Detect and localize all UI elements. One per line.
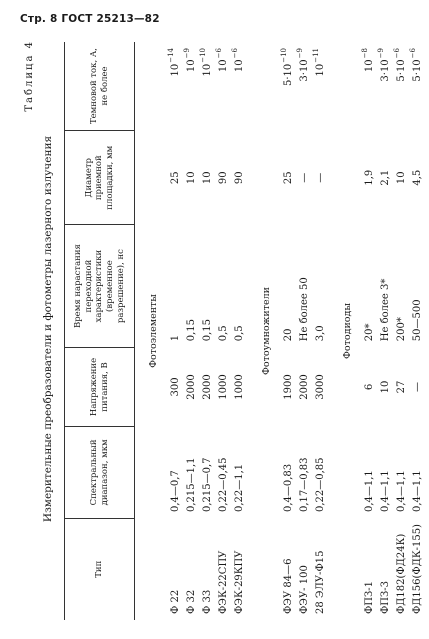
- dark-current-base: 10: [234, 59, 246, 73]
- dark-current-base: 5·10: [412, 59, 424, 82]
- cell-range: 0,22—0,85: [315, 457, 327, 513]
- cell-type: ФЭУ- 100: [299, 565, 311, 614]
- cell-type: Ф 32: [186, 589, 198, 614]
- dark-current-base: 10: [218, 59, 230, 73]
- table-body: [135, 42, 427, 620]
- dark-current-base: 10: [186, 59, 198, 73]
- cell-dark-current: [410, 42, 426, 131]
- table-row: [378, 42, 394, 620]
- section-row: [248, 42, 281, 620]
- cell-type: ФЭУ 84—6: [283, 558, 295, 614]
- cell-dark-current: [200, 42, 216, 131]
- dark-current-exponent: −9: [296, 48, 305, 59]
- cell-range: 0,22—0,45: [218, 457, 230, 513]
- table-row: [394, 42, 410, 620]
- cell-dark-current: [313, 42, 329, 131]
- dark-current-base: 5·10: [396, 59, 408, 82]
- cell-range: 0,215—1,1: [186, 457, 198, 513]
- dark-current-exponent: −10: [199, 48, 208, 63]
- cell-type: ФД182(ФД24К): [396, 533, 408, 614]
- dark-current-base: 10: [202, 63, 214, 77]
- cell-diameter: —: [315, 172, 327, 183]
- dark-current-base: 5·10: [283, 63, 295, 87]
- cell-voltage: 6: [364, 383, 376, 391]
- table-row: [216, 42, 232, 620]
- cell-dark-current: [362, 42, 378, 131]
- page-header: Стр. 8 ГОСТ 25213—82: [20, 13, 160, 25]
- cell-voltage: 1000: [218, 374, 230, 400]
- cell-range: 0,4—1,1: [412, 470, 424, 513]
- cell-voltage: 2000: [186, 374, 198, 400]
- cell-type: ФЭК-29КПУ: [234, 550, 246, 614]
- cell-type: Ф 22: [170, 589, 182, 614]
- cell-range: 0,215—0,7: [202, 457, 214, 513]
- cell-diameter: 10: [186, 171, 198, 185]
- cell-range: 0,4—1,1: [396, 470, 408, 513]
- cell-range: 0,4—1,1: [380, 470, 392, 513]
- cell-type: Ф 33: [202, 589, 214, 614]
- cell-range: 0,17—0,83: [299, 457, 311, 513]
- section-row: [329, 42, 362, 620]
- cell-type: ФПЗ-3: [380, 581, 392, 614]
- cell-rise: 200*: [396, 317, 408, 342]
- section-row: [135, 42, 169, 620]
- dark-current-exponent: −14: [167, 48, 176, 63]
- dark-current-base: 3·10: [299, 59, 311, 82]
- col-header-rise-time: Время нарастания переходной характеристики (временное разрешение), нс: [65, 225, 135, 347]
- table-row: [410, 42, 426, 620]
- dark-current-exponent: −8: [361, 48, 370, 59]
- cell-rise: 20: [283, 328, 295, 342]
- cell-type: ФД156(ФДК-155): [412, 524, 424, 614]
- table-row: [313, 42, 329, 620]
- dark-current-exponent: −6: [393, 48, 402, 59]
- cell-rise: 0,5: [234, 325, 246, 342]
- table-row: [168, 42, 184, 620]
- cell-type: ФПЗ-1: [364, 581, 376, 614]
- dark-current-base: 10: [315, 63, 327, 77]
- cell-range: 0,22—1,1: [234, 463, 246, 513]
- table-title: Измерительные преобразователи и фотометры лазерного излучения: [42, 135, 54, 523]
- cell-voltage: 1000: [234, 374, 246, 400]
- table-row: [362, 42, 378, 620]
- cell-diameter: 90: [234, 171, 246, 185]
- cell-rise: Не более 3*: [380, 278, 392, 342]
- table-row: [200, 42, 216, 620]
- cell-rise: Не более 50: [299, 277, 311, 342]
- dark-current-exponent: −6: [409, 48, 418, 59]
- col-header-voltage: Напряжение питания, В: [65, 347, 135, 426]
- cell-diameter: 10: [396, 171, 408, 185]
- cell-dark-current: [378, 42, 394, 131]
- cell-diameter: 25: [283, 171, 295, 185]
- cell-diameter: —: [299, 172, 311, 183]
- cell-voltage: —: [412, 381, 424, 392]
- cell-diameter: 4,5: [412, 169, 424, 186]
- cell-range: 0,4—0,83: [283, 463, 295, 513]
- rotated-table-area: [20, 34, 424, 624]
- header-row: [65, 42, 135, 620]
- col-header-range: Спектральный диапазон, мкм: [65, 427, 135, 518]
- cell-dark-current: [184, 42, 200, 131]
- dark-current-base: 10: [364, 59, 376, 73]
- dark-current-base: 10: [170, 63, 182, 77]
- dark-current-exponent: −11: [312, 48, 321, 63]
- cell-voltage: 300: [170, 377, 182, 397]
- cell-voltage: 10: [380, 380, 392, 394]
- cell-type: 28 ЭЛУ-Ф15: [315, 550, 327, 614]
- cell-voltage: 1900: [283, 374, 295, 400]
- table-row: [184, 42, 200, 620]
- cell-diameter: 2,1: [380, 169, 392, 186]
- cell-dark-current: [281, 42, 297, 131]
- section-title: Фотодиоды: [342, 303, 354, 359]
- cell-rise: 3,0: [315, 325, 327, 342]
- cell-voltage: 2000: [202, 374, 214, 400]
- dark-current-exponent: −9: [183, 48, 192, 59]
- cell-diameter: 90: [218, 171, 230, 185]
- dark-current-exponent: −6: [231, 48, 240, 59]
- cell-voltage: 27: [396, 380, 408, 394]
- section-title: Фотоумножители: [261, 287, 273, 375]
- cell-dark-current: [232, 42, 248, 131]
- cell-rise: 0,15: [202, 318, 214, 342]
- table-label: Таблица 4: [24, 40, 35, 112]
- cell-dark-current: [216, 42, 232, 131]
- data-table: [64, 42, 426, 620]
- cell-diameter: 25: [170, 171, 182, 185]
- cell-rise: 0,5: [218, 325, 230, 342]
- dark-current-exponent: −10: [280, 48, 289, 63]
- cell-dark-current: [394, 42, 410, 131]
- cell-diameter: 1,9: [364, 169, 376, 186]
- cell-voltage: 3000: [315, 374, 327, 400]
- cell-rise: 0,15: [186, 318, 198, 342]
- table-row: [297, 42, 313, 620]
- section-title: Фотоэлементы: [148, 294, 160, 368]
- cell-dark-current: [168, 42, 184, 131]
- cell-rise: 50—500: [412, 299, 424, 342]
- cell-rise: 1: [170, 334, 182, 342]
- table-row: [281, 42, 297, 620]
- col-header-dark-current: Темновой ток, А, не более: [65, 42, 135, 131]
- cell-rise: 20*: [364, 323, 376, 342]
- col-header-diameter: Диаметр приемной площадки, мм: [65, 131, 135, 225]
- dark-current-exponent: −9: [377, 48, 386, 59]
- cell-diameter: 10: [202, 171, 214, 185]
- col-header-type: Тип: [65, 518, 135, 620]
- cell-range: 0,4—1,1: [364, 470, 376, 513]
- cell-type: ФЭК-22СПУ: [218, 550, 230, 614]
- table-row: [232, 42, 248, 620]
- dark-current-exponent: −6: [215, 48, 224, 59]
- cell-range: 0,4—0,7: [170, 470, 182, 513]
- cell-voltage: 2000: [299, 374, 311, 400]
- dark-current-base: 3·10: [380, 59, 392, 82]
- cell-dark-current: [297, 42, 313, 131]
- table-page: [20, 34, 424, 624]
